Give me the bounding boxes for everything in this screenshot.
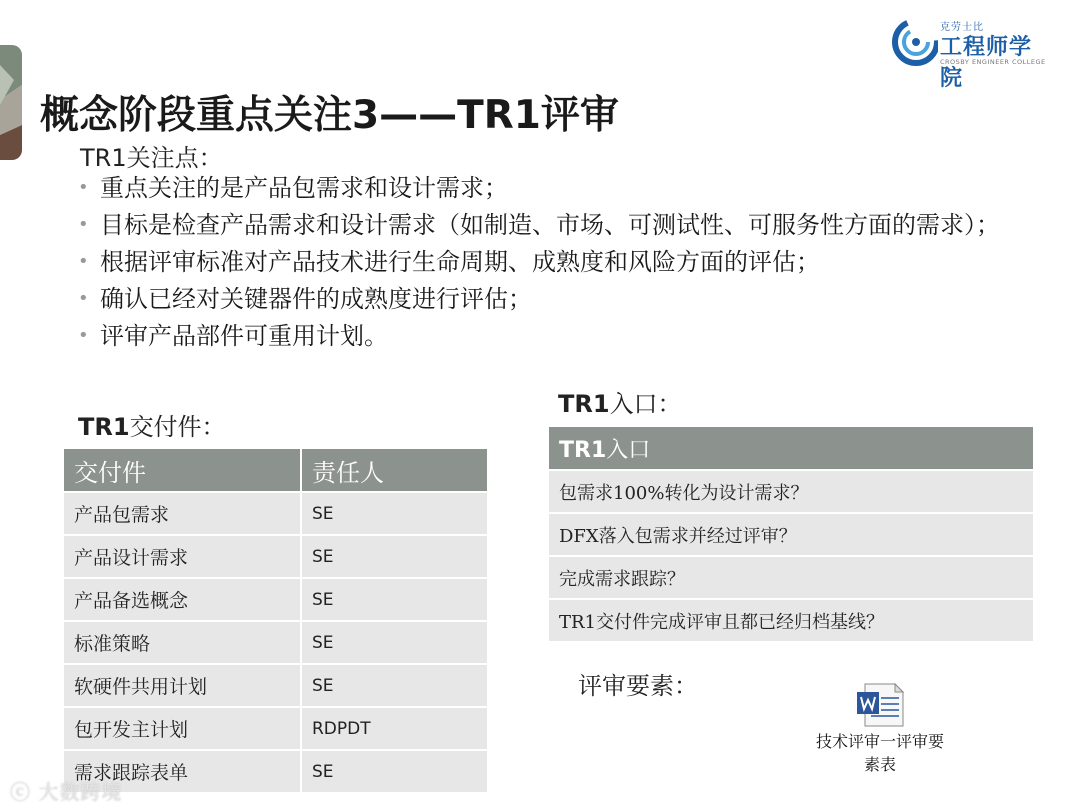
- decorative-side-strip: [0, 45, 22, 160]
- deliverable-cell: 包开发主计划: [64, 708, 302, 751]
- deliverables-label: [78, 407, 226, 442]
- column-header-deliverable: 交付件: [64, 449, 302, 493]
- focus-list: [78, 172, 1038, 357]
- list-item: [78, 209, 1038, 241]
- entry-criterion-cell: TR1交付件完成评审且都已经归档基线？: [549, 600, 1033, 643]
- owner-cell: SE: [302, 536, 489, 579]
- page-title: 概念阶段重点关注3——TR1评审: [40, 93, 619, 138]
- logo-swirl-icon: [890, 14, 938, 68]
- owner-cell: SE: [302, 622, 489, 665]
- focus-heading: TR1关注点：: [80, 144, 223, 172]
- entry-label-bold: TR1: [558, 390, 610, 418]
- entry-criterion-cell: DFX落入包需求并经过评审？: [549, 514, 1033, 557]
- logo-sub-text: CROSBY ENGINEER COLLEGE: [940, 58, 1046, 66]
- entry-header-rest: 入口: [606, 437, 651, 463]
- table-row: [549, 471, 1033, 514]
- owner-cell: RDPDT: [302, 708, 489, 751]
- table-row: [549, 514, 1033, 557]
- list-item-text: 目标是检查产品需求和设计需求（如制造、市场、可测试性、可服务性方面的需求）；: [100, 211, 1000, 239]
- deliverables-label-bold: TR1: [78, 413, 130, 441]
- table-header-row: [64, 449, 489, 493]
- entry-table: [549, 427, 1033, 643]
- entry-label: [558, 384, 682, 419]
- bullet-icon: •: [78, 214, 89, 235]
- table-row: [64, 622, 489, 665]
- deliverable-cell: 软硬件共用计划: [64, 665, 302, 708]
- table-row: [64, 751, 489, 794]
- watermark-logo-icon: ⓒ: [10, 780, 39, 804]
- attachment-caption-line2: 素表: [863, 755, 896, 774]
- owner-cell: SE: [302, 579, 489, 622]
- list-item: [78, 283, 1038, 315]
- deliverables-label-rest: 交付件：: [129, 413, 226, 441]
- deliverables-table: [64, 449, 489, 794]
- entry-label-rest: 入口：: [609, 390, 682, 418]
- list-item-text: 重点关注的是产品包需求和设计需求；: [100, 174, 508, 202]
- logo-main-text: 工程师学院: [940, 35, 1033, 91]
- list-item-text: 确认已经对关键器件的成熟度进行评估；: [100, 285, 532, 313]
- entry-criterion-cell: 包需求100%转化为设计需求？: [549, 471, 1033, 514]
- list-item: [78, 320, 1038, 352]
- entry-header-bold: TR1: [559, 437, 607, 463]
- owner-cell: SE: [302, 751, 489, 794]
- bullet-icon: •: [78, 288, 89, 309]
- list-item-text: 评审产品部件可重用计划。: [100, 322, 388, 350]
- table-row: [64, 536, 489, 579]
- deliverable-cell: 产品包需求: [64, 493, 302, 536]
- table-header-row: [549, 427, 1033, 471]
- list-item: [78, 172, 1038, 204]
- logo-top-text: 克劳士比: [940, 22, 984, 33]
- bullet-icon: •: [78, 325, 89, 346]
- owner-cell: SE: [302, 665, 489, 708]
- review-elements-label: 评审要素：: [578, 672, 698, 700]
- table-row: [64, 665, 489, 708]
- deliverable-cell: 产品设计需求: [64, 536, 302, 579]
- college-logo: [890, 14, 1050, 91]
- bullet-icon: •: [78, 251, 89, 272]
- table-row: [64, 579, 489, 622]
- entry-table-header: [549, 427, 1033, 471]
- list-item: [78, 246, 1038, 278]
- attachment-caption[interactable]: [800, 730, 960, 776]
- bullet-icon: •: [78, 177, 89, 198]
- table-row: [64, 493, 489, 536]
- table-row: [549, 557, 1033, 600]
- deliverable-cell: 标准策略: [64, 622, 302, 665]
- attachment-caption-line1: 技术评审一评审要: [815, 732, 944, 751]
- word-document-icon[interactable]: [855, 682, 905, 728]
- list-item-text: 根据评审标准对产品技术进行生命周期、成熟度和风险方面的评估；: [100, 248, 820, 276]
- deliverable-cell: 产品备选概念: [64, 579, 302, 622]
- column-header-owner: 责任人: [302, 449, 489, 493]
- owner-cell: SE: [302, 493, 489, 536]
- table-row: [549, 600, 1033, 643]
- deliverable-cell: 需求跟踪表单: [64, 751, 302, 794]
- watermark-text: 大数跨境: [38, 780, 123, 804]
- entry-criterion-cell: 完成需求跟踪？: [549, 557, 1033, 600]
- watermark: [10, 776, 122, 805]
- table-row: [64, 708, 489, 751]
